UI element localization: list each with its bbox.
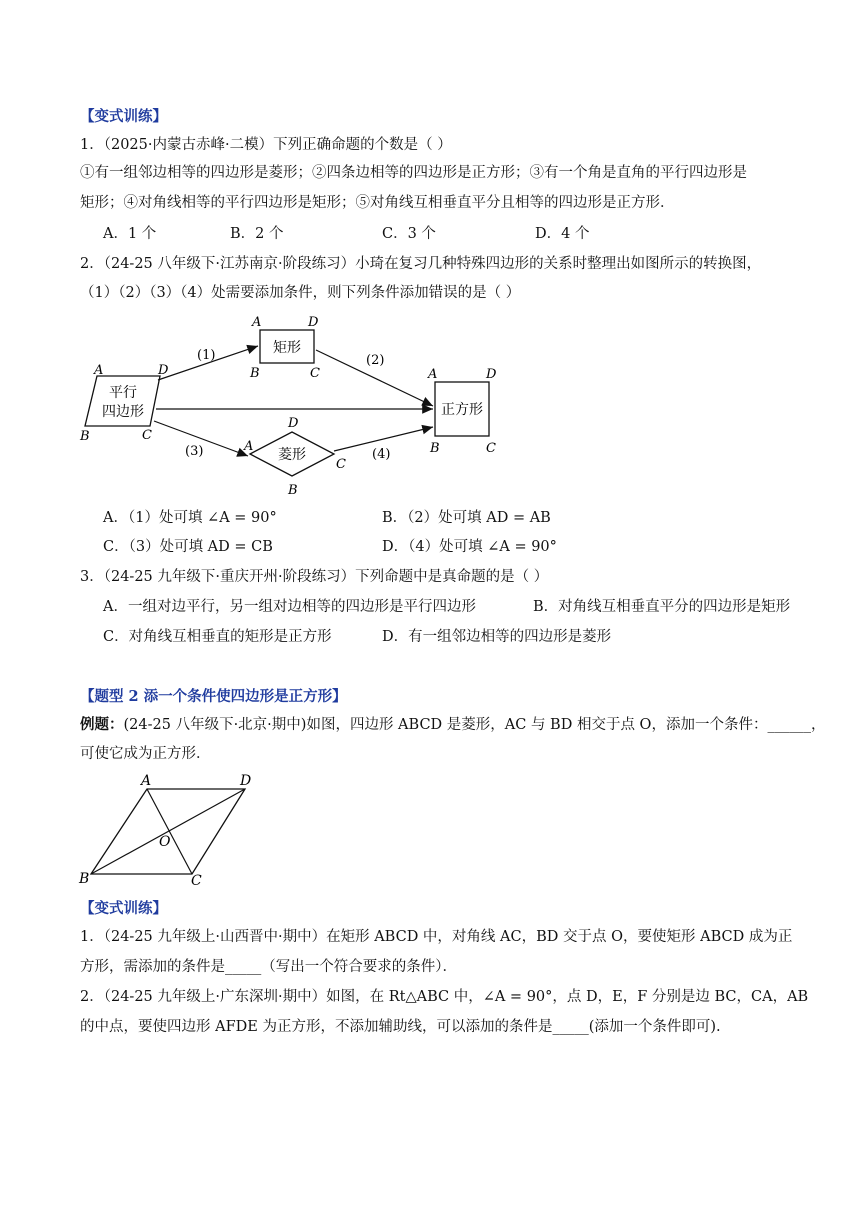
section-header-type-2: 【题型 2 添一个条件使四边形是正方形】 (80, 688, 347, 705)
question-2-option-b: B．（2）处可填 AD = AB (382, 510, 551, 526)
rhombus-vertex-d: D (288, 416, 299, 431)
question-3-option-b: B．对角线互相垂直平分的四边形是矩形 (533, 599, 791, 615)
quadrilateral-conversion-diagram (70, 308, 510, 508)
question-2-option-c: C．（3）处可填 AD = CB (103, 539, 273, 555)
parallelogram-vertex-d: D (158, 363, 169, 378)
question-3-option-a: A．一组对边平行，另一组对边相等的四边形是平行四边形 (103, 599, 476, 615)
example-line2: 可使它成为正方形． (80, 746, 211, 762)
arrow-4-label: (4) (372, 447, 391, 462)
question-1-option-d: D．4 个 (535, 226, 590, 242)
rectangle-vertex-c: C (310, 366, 320, 381)
rectangle-vertex-d: D (308, 315, 319, 330)
question-2-stem-line2: （1）（2）（3）（4）处需要添加条件，则下列条件添加错误的是（ ） (80, 285, 521, 301)
section2-question-2-line2: 的中点，要使四边形 AFDE 为正方形，不添加辅助线，可以添加的条件是_____(添加一个条件即可). (80, 1019, 721, 1035)
question-2-option-d: D．（4）处可填 ∠A = 90° (382, 539, 557, 555)
diagonal-ac (147, 789, 192, 874)
parallelogram-label-line2: 四边形 (102, 404, 144, 420)
square-vertex-c: C (486, 441, 496, 456)
parallelogram-vertex-b: B (80, 429, 90, 444)
square-vertex-a: A (428, 367, 438, 382)
question-2-stem-line1: 2．（24-25 八年级下·江苏南京·阶段练习）小琦在复习几种特殊四边形的关系时整理出如图所示的转换图， (80, 256, 762, 272)
parallelogram-vertex-a: A (94, 363, 104, 378)
arrow-1-label: (1) (197, 348, 216, 363)
question-1-body-line2: 矩形；④对角线相等的平行四边形是矩形；⑤对角线互相垂直平分且相等的四边形是正方形． (80, 195, 675, 211)
example-line1 (80, 715, 825, 735)
section2-sub-header: 【变式训练】 (80, 900, 167, 917)
figure-point-o: O (159, 834, 171, 850)
example-text-line1: (24-25 八年级下·北京·期中)如图，四边形 ABCD 是菱形，AC 与 BD 相交于点 O，添加一个条件：______， (123, 717, 826, 733)
question-1-option-c: C．3 个 (382, 226, 436, 242)
parallelogram-label-line1: 平行 (109, 385, 137, 401)
figure-vertex-b: B (79, 871, 90, 887)
square-vertex-b: B (430, 441, 440, 456)
rhombus-vertex-a: A (244, 439, 254, 454)
rhombus-label: 菱形 (278, 447, 306, 463)
question-3-option-c: C．对角线互相垂直的矩形是正方形 (103, 629, 332, 645)
section2-question-1-line2: 方形，需添加的条件是_____（写出一个符合要求的条件）． (80, 959, 457, 975)
square-label: 正方形 (441, 402, 483, 418)
question-3-stem: 3．（24-25 九年级下·重庆开州·阶段练习）下列命题中是真命题的是（ ） (80, 569, 549, 585)
section2-question-1-line1: 1．（24-25 九年级上·山西晋中·期中）在矩形 ABCD 中，对角线 AC，BD 交于点 O，要使矩形 ABCD 成为正 (80, 929, 793, 945)
square-vertex-d: D (486, 367, 497, 382)
question-1-option-a: A．1 个 (103, 226, 157, 242)
rhombus-vertex-c: C (336, 457, 346, 472)
figure-vertex-c: C (191, 873, 202, 889)
section2-question-2-line1: 2．（24-25 九年级上·广东深圳·期中）如图，在 Rt△ABC 中，∠A = 90°，点 D，E，F 分别是边 BC，CA，AB (80, 989, 809, 1005)
rectangle-vertex-b: B (250, 366, 260, 381)
rectangle-vertex-a: A (252, 315, 262, 330)
question-1-option-b: B．2 个 (230, 226, 284, 242)
arrow-2-label: (2) (366, 353, 385, 368)
example-label: 例题： (80, 716, 124, 733)
question-3-option-d: D．有一组邻边相等的四边形是菱形 (382, 629, 612, 645)
parallelogram-vertex-c: C (142, 428, 152, 443)
figure-vertex-a: A (141, 773, 152, 789)
section-header-variant-training: 【变式训练】 (80, 108, 167, 125)
rhombus-vertex-b: B (288, 483, 298, 498)
arrow-3-label: (3) (185, 444, 204, 459)
rectangle-label: 矩形 (273, 340, 301, 356)
rhombus-abcd-figure (75, 768, 265, 890)
figure-vertex-d: D (240, 773, 252, 789)
diagonal-bd (91, 789, 245, 874)
question-2-option-a: A．（1）处可填 ∠A = 90° (103, 510, 277, 526)
question-1-stem: 1．（2025·内蒙古赤峰·二模）下列正确命题的个数是（ ） (80, 137, 452, 153)
question-1-body-line1: ①有一组邻边相等的四边形是菱形；②四条边相等的四边形是正方形；③有一个角是直角的平行四边形是 (80, 165, 747, 181)
